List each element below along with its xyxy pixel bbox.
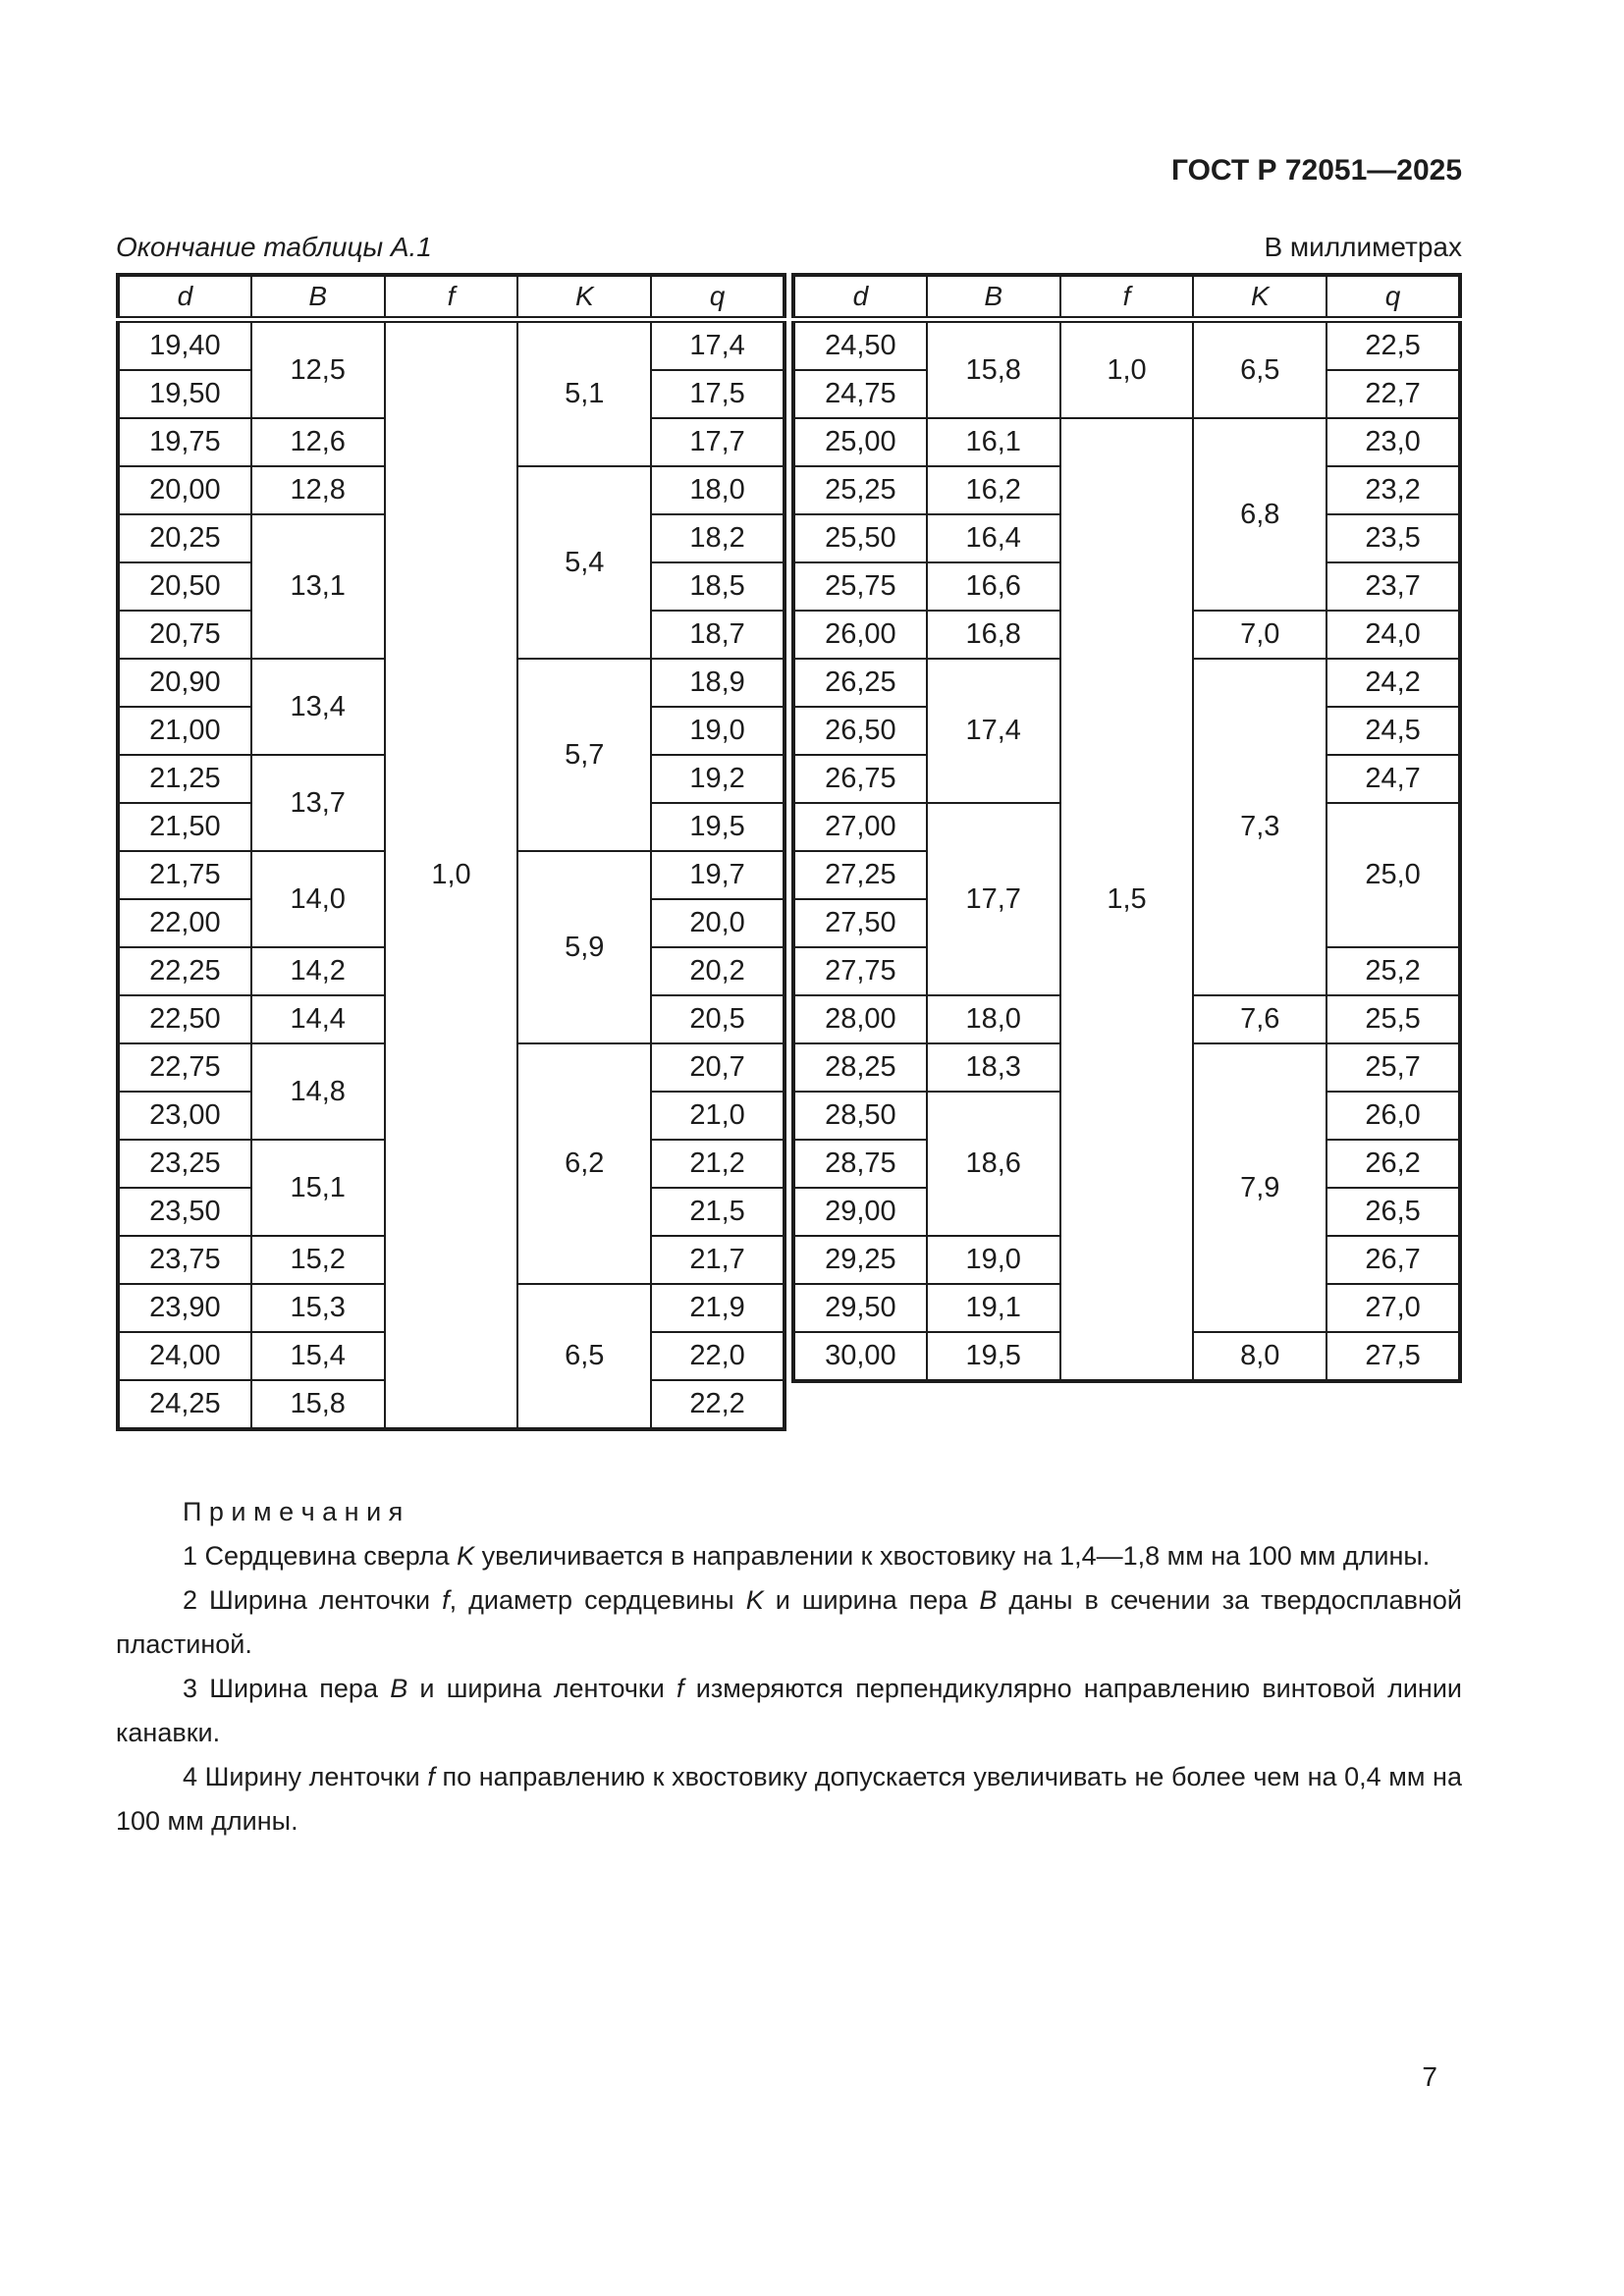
table-cell: 19,7 [651,851,785,899]
table-cell: 21,5 [651,1188,785,1236]
table-cell: 26,25 [793,659,927,707]
table-caption-row [116,232,1462,263]
table-cell: 18,2 [651,514,785,562]
table-cell: 19,40 [118,320,251,371]
table-cell: 14,0 [251,851,385,947]
table-cell: 28,75 [793,1140,927,1188]
table-cell: 5,7 [517,659,651,851]
table-cell: 17,4 [651,320,785,371]
table-cell: 21,00 [118,707,251,755]
table-cell: 27,5 [1326,1332,1460,1381]
variable-letter: f [427,1762,435,1791]
note-text: , диаметр сердцевины [449,1585,746,1615]
table-cell: 24,50 [793,320,927,371]
table-cell: 23,5 [1326,514,1460,562]
table-cell: 25,75 [793,562,927,611]
table-cell: 13,1 [251,514,385,659]
table-cell: 27,50 [793,899,927,947]
table-cell: 18,0 [651,466,785,514]
table-cell: 25,00 [793,418,927,466]
table-left-half [116,273,786,1431]
table-cell: 12,6 [251,418,385,466]
notes-block [116,1490,1462,1843]
table-cell: 17,7 [651,418,785,466]
column-header-B: B [251,275,385,320]
table-cell: 14,2 [251,947,385,995]
table-cell: 7,9 [1193,1043,1326,1332]
table-cell: 23,75 [118,1236,251,1284]
table-cell: 26,5 [1326,1188,1460,1236]
table-cell: 18,7 [651,611,785,659]
table-cell: 19,5 [927,1332,1060,1381]
variable-letter: K [745,1585,764,1615]
table-cell: 19,0 [651,707,785,755]
table-cell: 24,7 [1326,755,1460,803]
note-text: по направлению к хвостовику допускается увеличивать не более чем на 0,4 мм на 100 мм длины. [116,1762,1462,1836]
table-cell: 23,25 [118,1140,251,1188]
note-text: 2 Ширина ленточки [183,1585,443,1615]
table-row [118,320,785,371]
column-header-q: q [651,275,785,320]
table-cell: 14,4 [251,995,385,1043]
note-text: и ширина пера [763,1585,980,1615]
table-cell: 28,00 [793,995,927,1043]
column-header-f: f [385,275,518,320]
table-cell: 18,0 [927,995,1060,1043]
table-cell: 15,8 [251,1380,385,1429]
table-cell: 22,75 [118,1043,251,1092]
table-cell: 26,75 [793,755,927,803]
note-item [116,1578,1462,1667]
table-cell: 21,0 [651,1092,785,1140]
table-cell: 18,3 [927,1043,1060,1092]
table-cell: 22,00 [118,899,251,947]
table-cell: 15,8 [927,320,1060,419]
table-cell: 13,7 [251,755,385,851]
units-caption: В миллиметрах [1264,232,1462,262]
note-text: 1 Сердцевина сверла [183,1541,458,1571]
table-cell: 28,25 [793,1043,927,1092]
table-cell: 19,1 [927,1284,1060,1332]
page-number: 7 [1422,2061,1437,2092]
table-cell: 19,0 [927,1236,1060,1284]
table-cell: 12,8 [251,466,385,514]
note-text: увеличивается в направлении к хвостовику на 1,4—1,8 мм на 100 мм длины. [474,1541,1431,1571]
table-right-half [791,273,1462,1383]
table-cell: 29,00 [793,1188,927,1236]
table-cell: 17,4 [927,659,1060,803]
table-cell: 18,9 [651,659,785,707]
table-cell: 20,90 [118,659,251,707]
table-cell: 8,0 [1193,1332,1326,1381]
table-cell: 17,5 [651,370,785,418]
column-header-d: d [793,275,927,320]
table-cell: 5,4 [517,466,651,659]
variable-letter: B [390,1674,408,1703]
table-cell: 5,9 [517,851,651,1043]
table-cell: 6,5 [517,1284,651,1429]
table-cell: 22,25 [118,947,251,995]
table-cell: 14,8 [251,1043,385,1140]
table-cell: 15,1 [251,1140,385,1236]
table-cell: 25,2 [1326,947,1460,995]
table-cell: 27,00 [793,803,927,851]
table-cell: 25,0 [1326,803,1460,947]
notes-title: П р и м е ч а н и я [183,1497,404,1526]
variable-letter: f [677,1674,684,1703]
column-header-f: f [1060,275,1194,320]
table-cell: 25,50 [793,514,927,562]
header-row [793,275,1460,320]
table-cell: 20,2 [651,947,785,995]
table-cell: 12,5 [251,320,385,419]
column-header-K: K [517,275,651,320]
table-cell: 1,0 [385,320,518,1430]
table-cell: 16,2 [927,466,1060,514]
table-cell: 26,50 [793,707,927,755]
table-cell: 29,25 [793,1236,927,1284]
table-cell: 23,00 [118,1092,251,1140]
table-cell: 19,50 [118,370,251,418]
table-cell: 27,0 [1326,1284,1460,1332]
table-cell: 24,0 [1326,611,1460,659]
table-cell: 25,25 [793,466,927,514]
column-header-K: K [1193,275,1326,320]
table-cell: 20,00 [118,466,251,514]
table-cell: 28,50 [793,1092,927,1140]
table-cell: 19,5 [651,803,785,851]
table-cell: 5,1 [517,320,651,467]
column-header-d: d [118,275,251,320]
note-text: даны в сечении за твердосплавной пластиной. [116,1585,1462,1659]
table-cell: 16,8 [927,611,1060,659]
table-continuation-caption: Окончание таблицы А.1 [116,232,432,262]
table-cell: 1,5 [1060,418,1194,1381]
column-header-q: q [1326,275,1460,320]
variable-letter: B [979,1585,998,1615]
table-cell: 25,5 [1326,995,1460,1043]
table-cell: 24,75 [793,370,927,418]
variable-letter: K [457,1541,475,1571]
table-row [793,320,1460,371]
table-cell: 23,7 [1326,562,1460,611]
table-cell: 19,2 [651,755,785,803]
table-row [793,418,1460,466]
table-cell: 16,4 [927,514,1060,562]
table-cell: 22,2 [651,1380,785,1429]
dimension-table [116,273,1462,1431]
table-cell: 18,6 [927,1092,1060,1236]
table-cell: 22,50 [118,995,251,1043]
note-item [116,1667,1462,1755]
note-text: 3 Ширина пера [183,1674,391,1703]
table-cell: 18,5 [651,562,785,611]
table-cell: 23,0 [1326,418,1460,466]
table-cell: 21,50 [118,803,251,851]
note-text: измеряются перпендикулярно направлению винтовой линии канавки. [116,1674,1463,1747]
table-cell: 15,3 [251,1284,385,1332]
table-cell: 24,2 [1326,659,1460,707]
table-cell: 20,5 [651,995,785,1043]
table-cell: 30,00 [793,1332,927,1381]
table-cell: 16,6 [927,562,1060,611]
note-item [116,1534,1462,1578]
table-cell: 21,25 [118,755,251,803]
table-cell: 25,7 [1326,1043,1460,1092]
table-cell: 17,7 [927,803,1060,995]
table-cell: 24,5 [1326,707,1460,755]
table-cell: 26,00 [793,611,927,659]
table-cell: 20,50 [118,562,251,611]
table-cell: 21,2 [651,1140,785,1188]
variable-letter: f [442,1585,450,1615]
table-cell: 23,90 [118,1284,251,1332]
table-cell: 26,0 [1326,1092,1460,1140]
table-cell: 1,0 [1060,320,1194,419]
table-cell: 15,2 [251,1236,385,1284]
table-cell: 13,4 [251,659,385,755]
table-cell: 22,5 [1326,320,1460,371]
header-row [118,275,785,320]
notes-list [116,1534,1462,1843]
table-cell: 29,50 [793,1284,927,1332]
note-text: и ширина ленточки [407,1674,677,1703]
table-cell: 26,2 [1326,1140,1460,1188]
table-cell: 26,7 [1326,1236,1460,1284]
table-cell: 7,6 [1193,995,1326,1043]
table-cell: 19,75 [118,418,251,466]
column-header-B: B [927,275,1060,320]
table-cell: 20,75 [118,611,251,659]
table-cell: 24,25 [118,1380,251,1429]
table-cell: 20,7 [651,1043,785,1092]
table-cell: 21,75 [118,851,251,899]
page-title: ГОСТ Р 72051—2025 [1170,154,1462,187]
table-cell: 15,4 [251,1332,385,1380]
table-cell: 24,00 [118,1332,251,1380]
note-item [116,1755,1462,1843]
table-cell: 23,2 [1326,466,1460,514]
table-cell: 22,7 [1326,370,1460,418]
table-cell: 21,9 [651,1284,785,1332]
table-cell: 21,7 [651,1236,785,1284]
table-cell: 7,3 [1193,659,1326,995]
table-cell: 23,50 [118,1188,251,1236]
table-cell: 7,0 [1193,611,1326,659]
table-cell: 20,25 [118,514,251,562]
table-cell: 16,1 [927,418,1060,466]
table-cell: 6,2 [517,1043,651,1284]
note-text: 4 Ширину ленточки [183,1762,428,1791]
table-cell: 27,25 [793,851,927,899]
table-cell: 20,0 [651,899,785,947]
table-cell: 6,8 [1193,418,1326,611]
table-cell: 6,5 [1193,320,1326,419]
table-cell: 27,75 [793,947,927,995]
table-cell: 22,0 [651,1332,785,1380]
